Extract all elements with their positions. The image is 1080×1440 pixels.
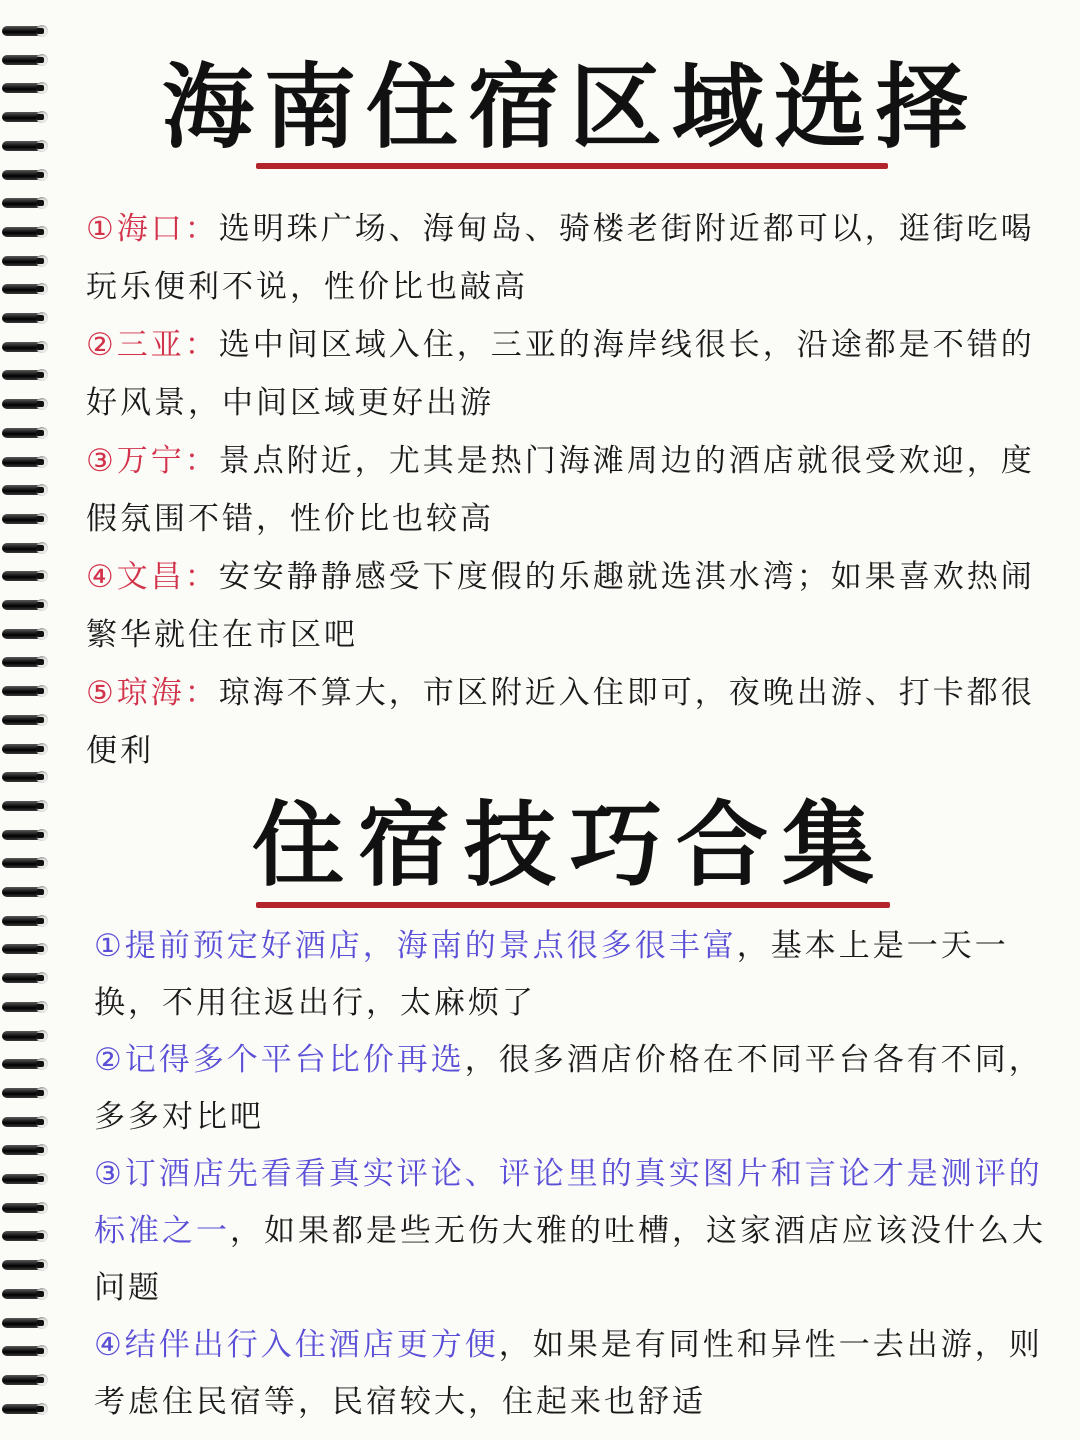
binding-ring xyxy=(2,742,46,756)
region-label: ⑤琼海： xyxy=(86,675,219,711)
tip-highlight: ②记得多个平台比价再选 xyxy=(94,1042,465,1078)
binding-ring xyxy=(2,627,46,641)
tip-item xyxy=(94,1146,1054,1317)
binding-ring xyxy=(2,168,46,182)
binding-ring xyxy=(2,139,46,153)
binding-ring xyxy=(2,1086,46,1100)
title-underline xyxy=(256,163,888,169)
binding-ring xyxy=(2,1201,46,1215)
binding-ring xyxy=(2,455,46,469)
region-text: 景点附近，尤其是热门海滩周边的酒店就很受欢迎，度假氛围不错，性价比也较高 xyxy=(86,443,1035,537)
binding-ring xyxy=(2,541,46,555)
tip-highlight: ③订酒店先看看真实评论、评论里的真实图片和言论才是测评的标准之一 xyxy=(94,1156,1043,1249)
binding-ring xyxy=(2,1115,46,1129)
region-text: 安安静静感受下度假的乐趣就选淇水湾；如果喜欢热闹繁华就住在市区吧 xyxy=(86,559,1035,653)
binding-ring xyxy=(2,340,46,354)
binding-ring xyxy=(2,512,46,526)
spiral-binding xyxy=(0,24,70,1434)
binding-ring xyxy=(2,942,46,956)
binding-ring xyxy=(2,1287,46,1301)
region-item xyxy=(86,200,1036,316)
binding-ring xyxy=(2,885,46,899)
region-item xyxy=(86,432,1036,548)
tip-highlight: ④结伴出行入住酒店更方便 xyxy=(94,1327,499,1363)
binding-ring xyxy=(2,1402,46,1416)
region-label: ②三亚： xyxy=(86,327,219,363)
binding-ring xyxy=(2,1143,46,1157)
binding-ring xyxy=(2,225,46,239)
region-list xyxy=(86,200,1036,780)
binding-ring xyxy=(2,770,46,784)
binding-ring xyxy=(2,311,46,325)
region-item xyxy=(86,316,1036,432)
binding-ring xyxy=(2,971,46,985)
binding-ring xyxy=(2,1316,46,1330)
binding-ring xyxy=(2,713,46,727)
binding-ring xyxy=(2,254,46,268)
binding-ring xyxy=(2,1172,46,1186)
tip-highlight: ①提前预定好酒店，海南的景点很多很丰富 xyxy=(94,928,737,964)
binding-ring xyxy=(2,856,46,870)
region-label: ④文昌： xyxy=(86,559,219,595)
tips-list xyxy=(94,918,1054,1431)
binding-ring xyxy=(2,1029,46,1043)
binding-ring xyxy=(2,426,46,440)
binding-ring xyxy=(2,53,46,67)
binding-ring xyxy=(2,368,46,382)
binding-ring xyxy=(2,1000,46,1014)
binding-ring xyxy=(2,1344,46,1358)
tip-text: ，如果是有同性和异性一去出游，则考虑住民宿等，民宿较大，住起来也舒适 xyxy=(94,1327,1043,1420)
tip-text: ，很多酒店价格在不同平台各有不同，多多对比吧 xyxy=(94,1042,1043,1135)
binding-ring xyxy=(2,799,46,813)
binding-ring xyxy=(2,1373,46,1387)
region-text: 选中间区域入住，三亚的海岸线很长，沿途都是不错的好风景，中间区域更好出游 xyxy=(86,327,1035,421)
region-text: 选明珠广场、海甸岛、骑楼老街附近都可以，逛街吃喝玩乐便利不说，性价比也敲高 xyxy=(86,211,1035,305)
binding-ring xyxy=(2,598,46,612)
binding-ring xyxy=(2,24,46,38)
binding-ring xyxy=(2,282,46,296)
binding-ring xyxy=(2,569,46,583)
section-underline xyxy=(256,902,890,908)
region-text: 琼海不算大，市区附近入住即可，夜晚出游、打卡都很便利 xyxy=(86,675,1035,769)
page-title: 海南住宿区域选择 xyxy=(161,53,978,161)
binding-ring xyxy=(2,1229,46,1243)
region-label: ①海口： xyxy=(86,211,219,247)
binding-ring xyxy=(2,397,46,411)
tip-text: ，基本上是一天一换，不用往返出行，太麻烦了 xyxy=(94,928,1009,1021)
binding-ring xyxy=(2,110,46,124)
tip-text: ，如果都是些无伤大雅的吐槽，这家酒店应该没什么大问题 xyxy=(94,1213,1046,1306)
binding-ring xyxy=(2,1258,46,1272)
section-title: 住宿技巧合集 xyxy=(251,791,888,899)
tip-item xyxy=(94,1032,1054,1146)
binding-ring xyxy=(2,196,46,210)
binding-ring xyxy=(2,81,46,95)
binding-ring xyxy=(2,828,46,842)
tip-item xyxy=(94,918,1054,1032)
binding-ring xyxy=(2,483,46,497)
binding-ring xyxy=(2,655,46,669)
region-item xyxy=(86,548,1036,664)
binding-ring xyxy=(2,914,46,928)
region-label: ③万宁： xyxy=(86,443,219,479)
binding-ring xyxy=(2,1057,46,1071)
region-item xyxy=(86,664,1036,780)
binding-ring xyxy=(2,684,46,698)
tip-item xyxy=(94,1317,1054,1431)
